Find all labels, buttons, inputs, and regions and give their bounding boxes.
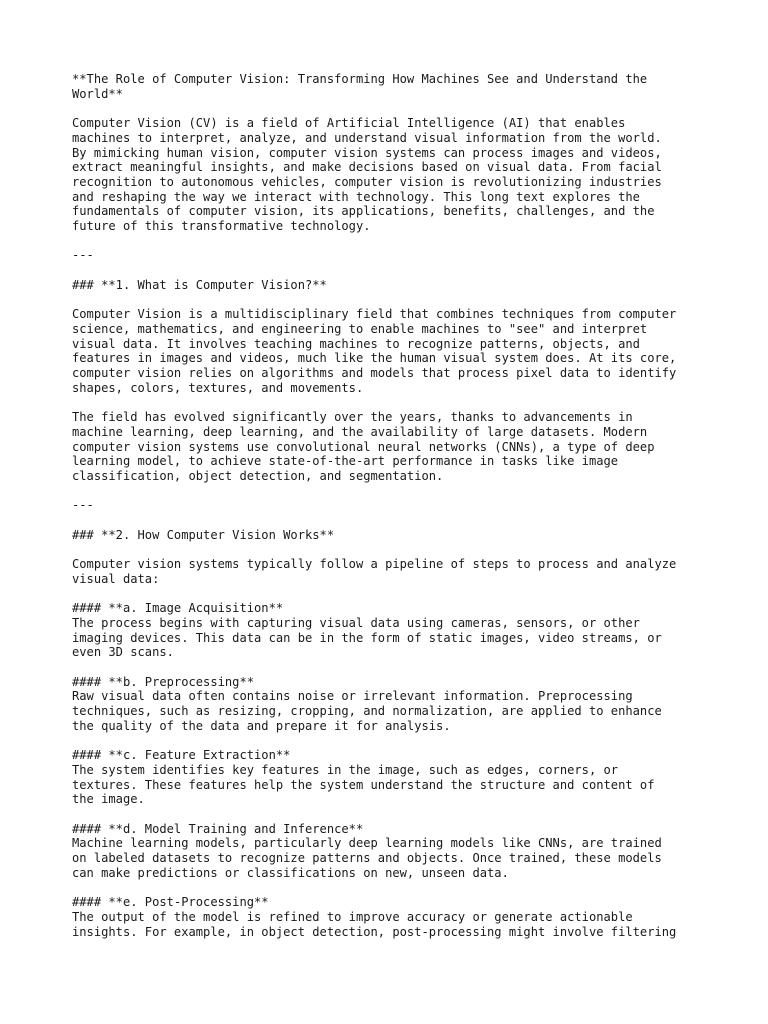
section-2-heading: ### **2. How Computer Vision Works** — [72, 527, 335, 542]
intro-paragraph: Computer Vision (CV) is a field of Artificial Intelligence (AI) that enables machines to interpret, analyze, and understand visual information from the world. By mimicking human vision, computer vision systems can process images and videos, extract meaningful insights, and make decisions based on visual data. From facial recognition to autonomous vehicles, computer vision is revolutionizing industries and reshaping the way we interact with technology. This long text explores the fundamentals of computer vision, its applications, benefits, challenges, and the future of this transformative technology. — [72, 116, 662, 234]
document-title: **The Role of Computer Vision: Transforming How Machines See and Understand the World** — [72, 72, 648, 101]
section-1-paragraph-2: The field has evolved significantly over the years, thanks to advancements in machine learning, deep learning, and the availability of large datasets. Modern computer vision systems use convolutional neural networks (CNNs), a type of deep learning model, to achieve state-of-the-art performance in tasks like image classification, object detection, and segmentation. — [72, 410, 655, 483]
subsection-model-training: #### **d. Model Training and Inference** Machine learning models, particularly deep learning models like CNNs, are trained on labeled datasets to recognize patterns and objects. Once trained, these models can make predictions or classifications on new, unseen data. — [72, 821, 662, 880]
subsection-preprocessing: #### **b. Preprocessing** Raw visual data often contains noise or irrelevant information. Preprocessing techniques, such as resizing, cropping, and normalization, are applied to enhance the quality of the data and prepare it for analysis. — [72, 674, 662, 733]
subsection-feature-extraction: #### **c. Feature Extraction** The system identifies key features in the image, such as edges, corners, or textures. These features help the system understand the structure and content of the image. — [72, 748, 655, 807]
section-divider: --- — [72, 248, 94, 263]
section-1-paragraph-1: Computer Vision is a multidisciplinary field that combines techniques from computer science, mathematics, and engineering to enable machines to "see" and interpret visual data. It involves teaching machines to recognize patterns, objects, and features in images and videos, much like the human visual system does. At its core, computer vision relies on algorithms and models that process pixel data to identify shapes, colors, textures, and movements. — [72, 307, 677, 395]
section-divider: --- — [72, 498, 94, 513]
document-page — [72, 72, 712, 954]
section-2-intro: Computer vision systems typically follow a pipeline of steps to process and analyze visual data: — [72, 557, 677, 586]
section-1-heading: ### **1. What is Computer Vision?** — [72, 277, 327, 292]
subsection-image-acquisition: #### **a. Image Acquisition** The process begins with capturing visual data using cameras, sensors, or other imaging devices. This data can be in the form of static images, video streams, or even 3D scans. — [72, 601, 662, 660]
subsection-post-processing: #### **e. Post-Processing** The output of the model is refined to improve accuracy or generate actionable insights. For example, in object detection, post-processing might involve filtering — [72, 895, 677, 939]
